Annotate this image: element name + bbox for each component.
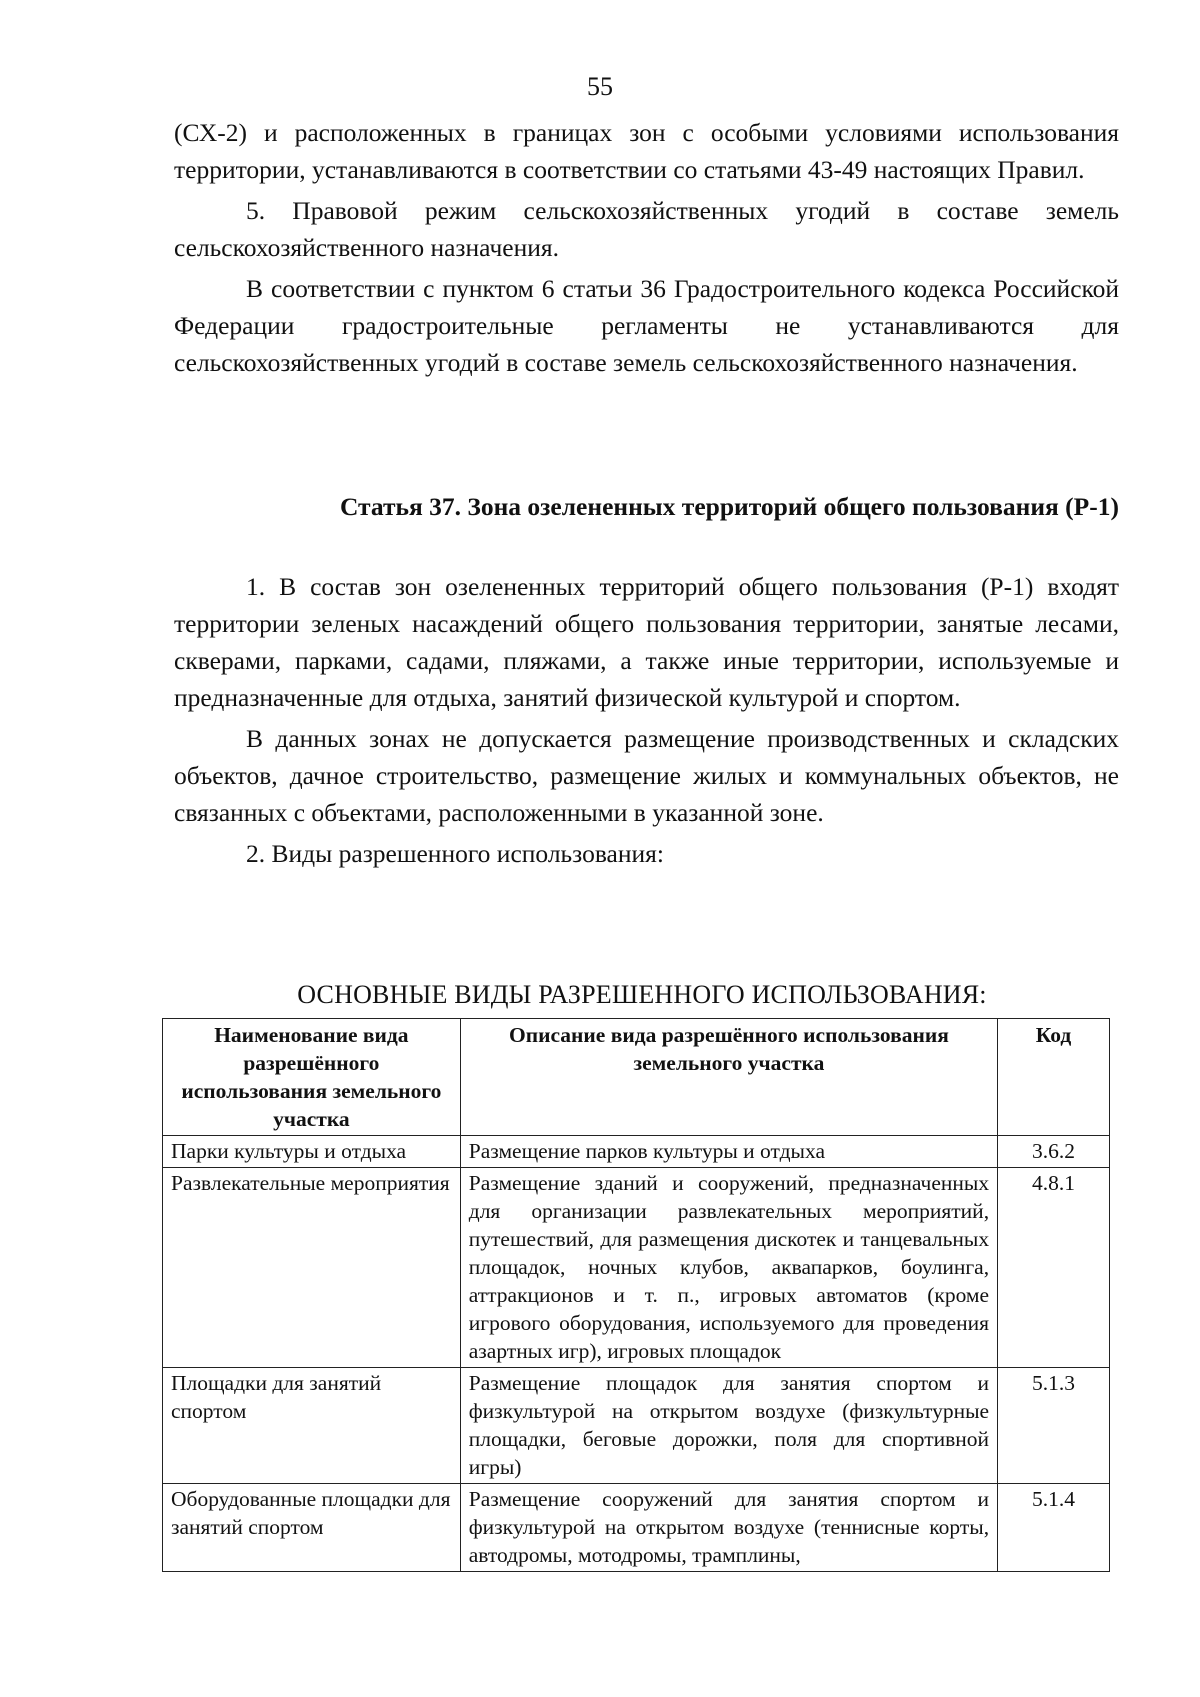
use-code-cell: 4.8.1 <box>998 1168 1110 1368</box>
table-caption: ОСНОВНЫЕ ВИДЫ РАЗРЕШЕННОГО ИСПОЛЬЗОВАНИЯ: <box>297 980 987 1009</box>
use-description-cell: Размещение площадок для занятия спортом и физкультурой на открытом воздухе (физкультурные площадки, беговые дорожки, поля для спортивной игры) <box>460 1368 997 1484</box>
permitted-uses-table <box>162 1018 1110 1572</box>
use-description-cell: Размещение сооружений для занятия спортом и физкультурой на открытом воздухе (теннисные корты, автодромы, мотодромы, трамплины, <box>460 1484 997 1572</box>
column-header-name: Наименование вида разрешённого использования земельного участка <box>163 1019 461 1136</box>
paragraph: 2. Виды разрешенного использования: <box>246 839 664 868</box>
use-name-cell: Площадки для занятий спортом <box>163 1368 461 1484</box>
table-row <box>163 1168 1110 1368</box>
use-description-cell: Размещение зданий и сооружений, предназначенных для организации развлекательных мероприятий, путешествий, для размещения дискотек и танцевальных площадок, ночных клубов, аквапарков, боулинга, аттракционов и т. п., игровых автоматов (кроме игрового оборудования, используемого для проведения азартных игр), игровых площадок <box>460 1168 997 1368</box>
paragraph: 5. Правовой режим сельскохозяйственных угодий в составе земель сельскохозяйственного назначения. <box>174 196 1119 262</box>
column-header-code: Код <box>998 1019 1110 1136</box>
use-code-cell: 5.1.4 <box>998 1484 1110 1572</box>
use-code-cell: 3.6.2 <box>998 1136 1110 1168</box>
table-row <box>163 1136 1110 1168</box>
paragraph: В соответствии с пунктом 6 статьи 36 Градостроительного кодекса Российской Федерации градостроительные регламенты не устанавливаются для сельскохозяйственных угодий в составе земель сельскохозяйственного назначения. <box>174 274 1119 377</box>
column-header-description: Описание вида разрешённого использования земельного участка <box>460 1019 997 1136</box>
use-code-cell: 5.1.3 <box>998 1368 1110 1484</box>
use-name-cell: Оборудованные площадки для занятий спортом <box>163 1484 461 1572</box>
paragraph: 1. В состав зон озелененных территорий общего пользования (Р-1) входят территории зеленых насаждений общего пользования территории, занятые лесами, скверами, парками, садами, пляжами, а также иные территории, используемые и предназначенные для отдыха, занятий физической культурой и спортом. <box>174 572 1119 712</box>
use-description-cell: Размещение парков культуры и отдыха <box>460 1136 997 1168</box>
table-row <box>163 1484 1110 1572</box>
table-header-row <box>163 1019 1110 1136</box>
paragraph: (СХ-2) и расположенных в границах зон с особыми условиями использования территории, устанавливаются в соответствии со статьями 43-49 настоящих Правил. <box>174 118 1119 184</box>
table-row <box>163 1368 1110 1484</box>
article-text <box>174 568 1119 876</box>
intro-text <box>174 114 1119 385</box>
page-number: 55 <box>587 72 613 101</box>
use-name-cell: Парки культуры и отдыха <box>163 1136 461 1168</box>
article-title: Статья 37. Зона озелененных территорий общего пользования (Р-1) <box>339 492 1119 521</box>
use-name-cell: Развлекательные мероприятия <box>163 1168 461 1368</box>
paragraph: В данных зонах не допускается размещение производственных и складских объектов, дачное строительство, размещение жилых и коммунальных объектов, не связанных с объектами, расположенными в указанной зоне. <box>174 724 1119 827</box>
